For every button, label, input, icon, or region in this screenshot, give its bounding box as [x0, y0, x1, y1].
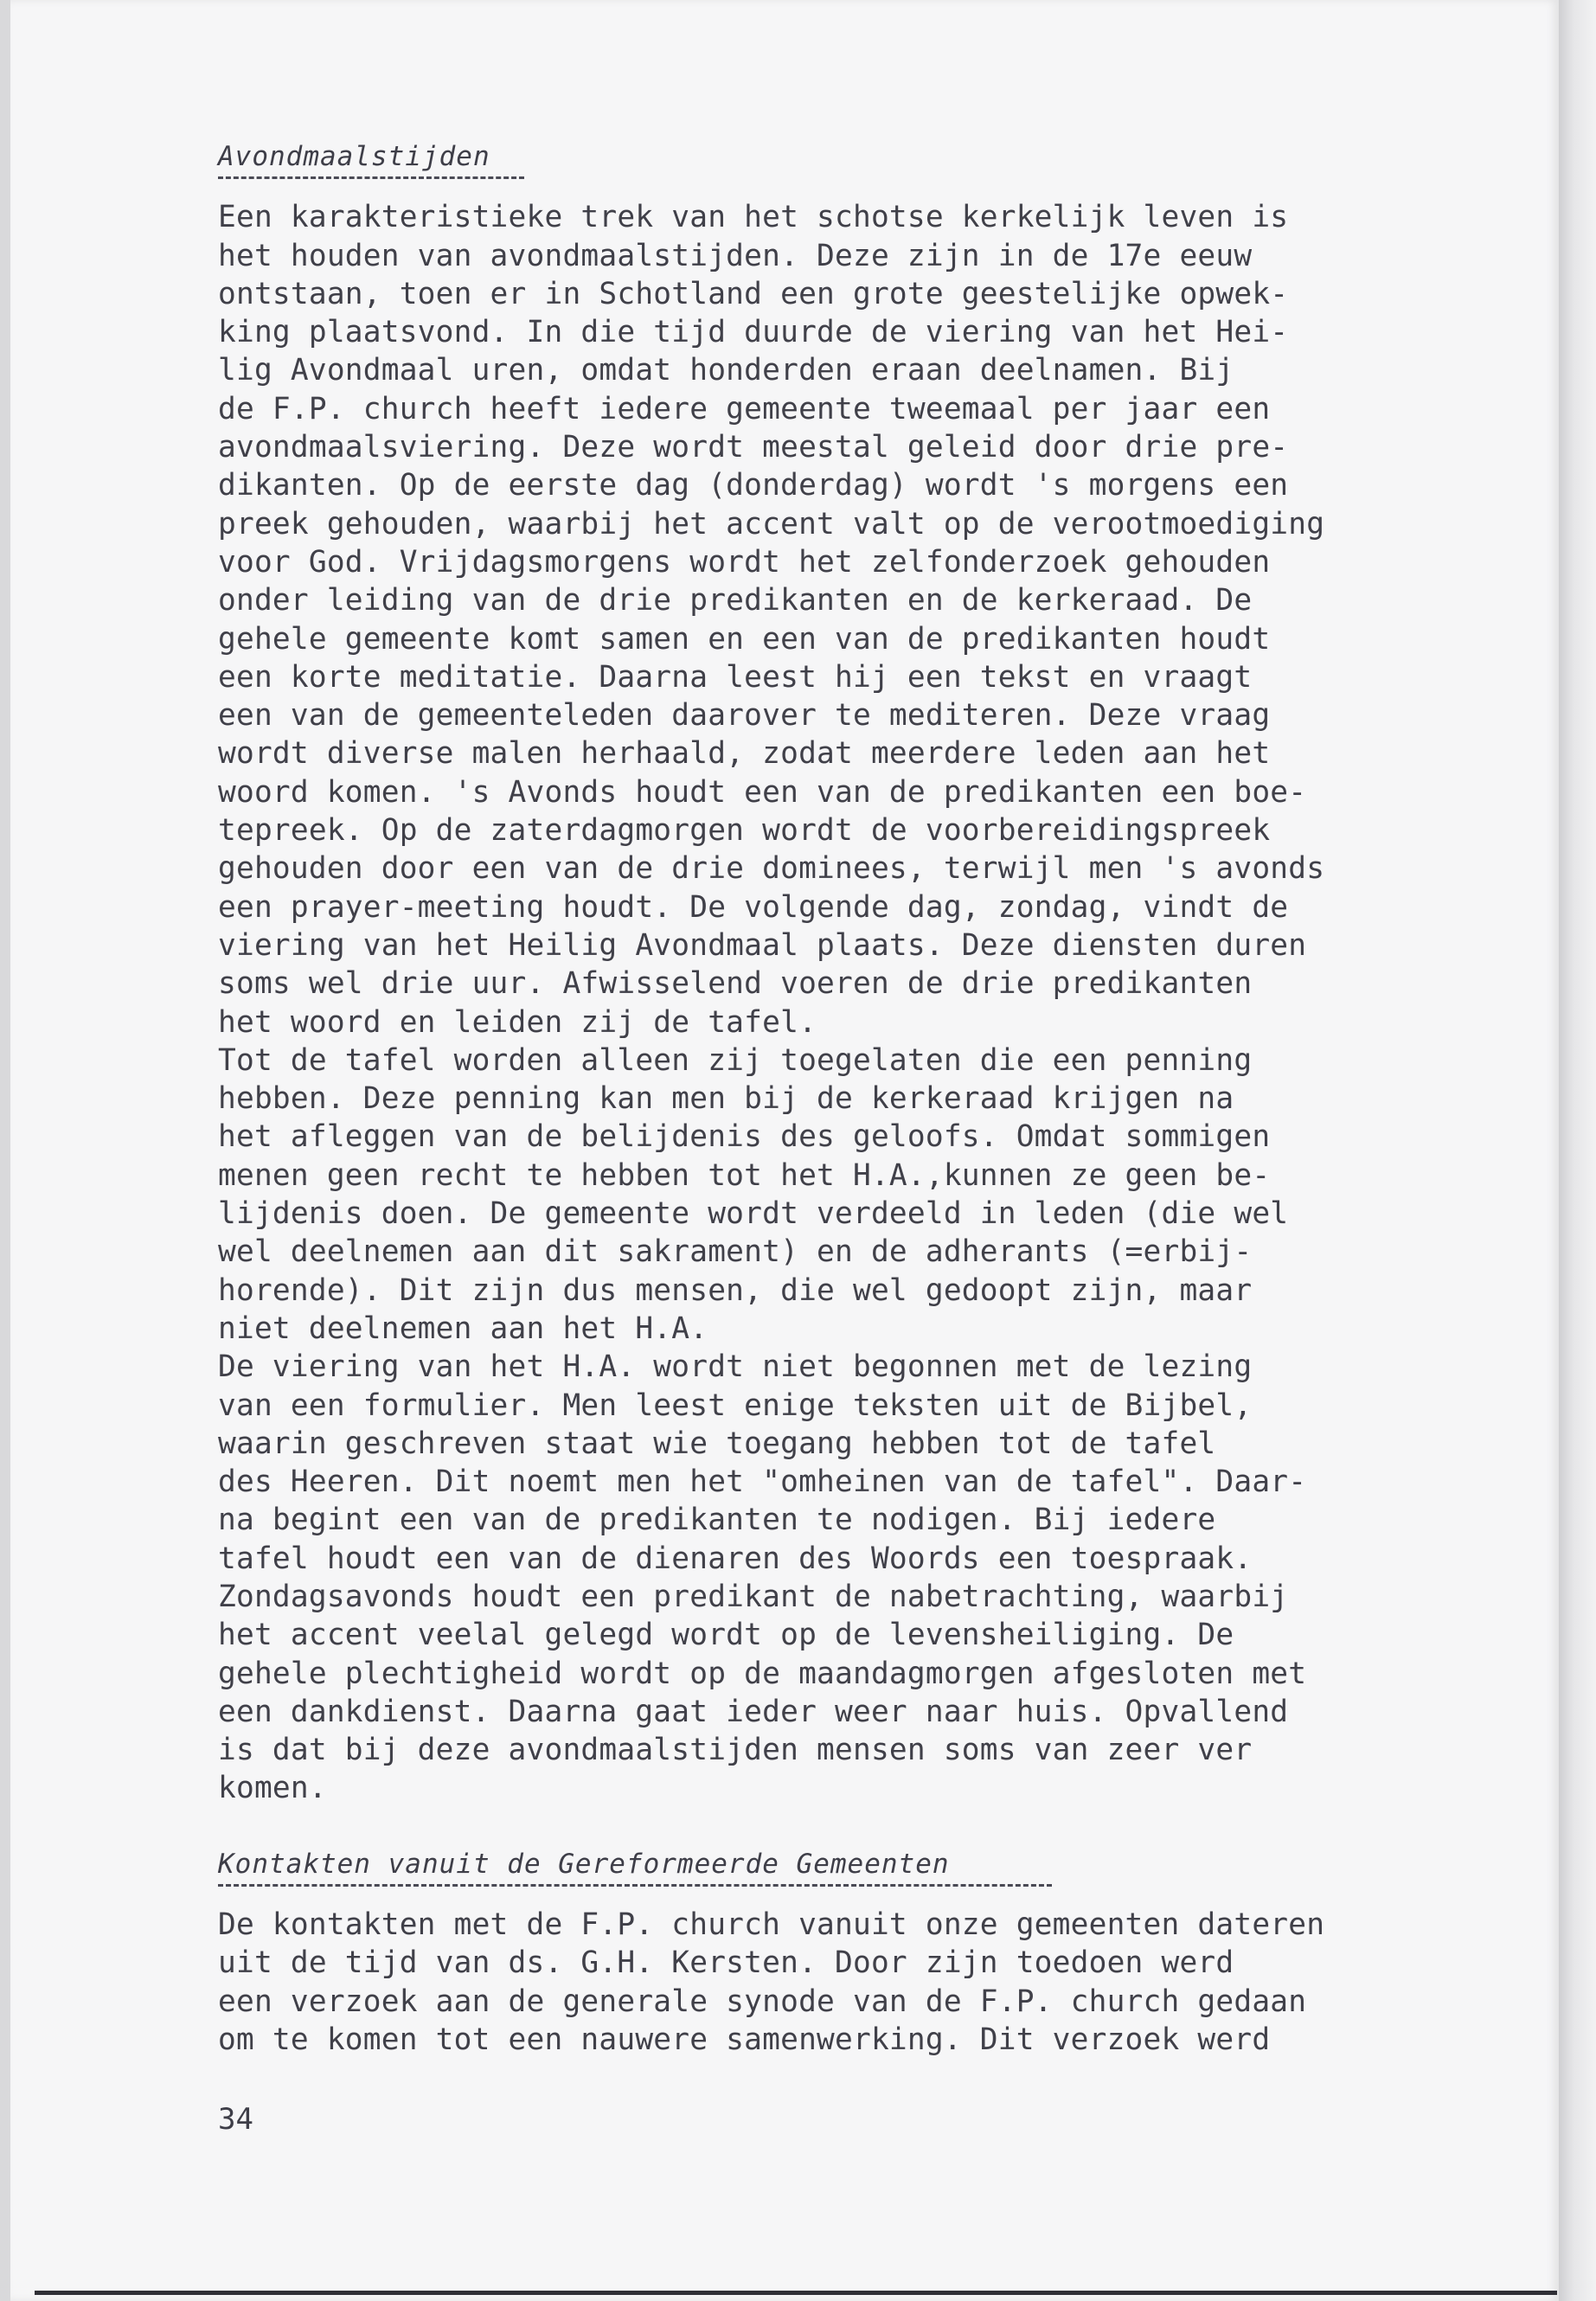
text-line: na begint een van de predikanten te nodigen. Bij iedere	[218, 1503, 1216, 1538]
text-line: tafel houdt een van de dienaren des Woords een toespraak.	[218, 1541, 1253, 1576]
text-line: menen geen recht te hebben tot het H.A.,kunnen ze geen be-	[218, 1157, 1271, 1193]
text-line: Zondagsavonds houdt een predikant de nabetrachting, waarbij	[218, 1579, 1289, 1614]
text-line: wordt diverse malen herhaald, zodat meerdere leden aan het	[218, 736, 1271, 772]
text-line: preek gehouden, waarbij het accent valt op de verootmoediging	[218, 506, 1325, 542]
section-text-kontakten	[218, 1906, 1412, 2059]
text-line: gehele gemeente komt samen en een van de predikanten houdt	[218, 621, 1271, 657]
text-line: niet deelnemen aan het H.A.	[218, 1311, 708, 1346]
section-kontakten	[218, 1844, 1412, 2059]
text-line: viering van het Heilig Avondmaal plaats. Deze diensten duren	[218, 927, 1307, 963]
text-line: uit de tijd van ds. G.H. Kersten. Door zijn toedoen werd	[218, 1945, 1234, 1981]
text-line: lig Avondmaal uren, omdat honderden eraan deelnamen. Bij	[218, 353, 1234, 388]
text-line: de F.P. church heeft iedere gemeente tweemaal per jaar een	[218, 391, 1271, 426]
text-line: De viering van het H.A. wordt niet begonnen met de lezing	[218, 1349, 1253, 1385]
text-line: lijdenis doen. De gemeente wordt verdeeld in leden (die wel	[218, 1196, 1289, 1232]
text-line: het woord en leiden zij de tafel.	[218, 1004, 817, 1040]
text-line: tepreek. Op de zaterdagmorgen wordt de voorbereidingspreek	[218, 813, 1271, 849]
section-heading-avondmaalstijden: Avondmaalstijden	[218, 141, 490, 172]
bottom-border-line	[35, 2291, 1557, 2295]
document-body	[218, 137, 1412, 2059]
text-line: een prayer-meeting houdt. De volgende dag, zondag, vindt de	[218, 889, 1289, 925]
text-line: soms wel drie uur. Afwisselend voeren de drie predikanten	[218, 966, 1253, 1002]
text-line: horende). Dit zijn dus mensen, die wel gedoopt zijn, maar	[218, 1272, 1253, 1308]
section-text-avondmaalstijden	[218, 198, 1412, 1807]
text-line: Tot de tafel worden alleen zij toegelaten die een penning	[218, 1042, 1253, 1078]
text-line: onder leiding van de drie predikanten en de kerkeraad. De	[218, 583, 1253, 619]
text-line: een dankdienst. Daarna gaat ieder weer naar huis. Opvallend	[218, 1694, 1289, 1729]
text-line: avondmaalsviering. Deze wordt meestal geleid door drie pre-	[218, 430, 1289, 465]
text-line: van een formulier. Men leest enige teksten uit de Bijbel,	[218, 1388, 1253, 1423]
text-line: waarin geschreven staat wie toegang hebben tot de tafel	[218, 1426, 1216, 1461]
text-line: gehele plechtigheid wordt op de maandagmorgen afgesloten met	[218, 1656, 1307, 1691]
text-line: een korte meditatie. Daarna leest hij een tekst en vraagt	[218, 659, 1253, 695]
text-line: een verzoek aan de generale synode van de F.P. church gedaan	[218, 1984, 1307, 2019]
text-line: het accent veelal gelegd wordt op de levensheiliging. De	[218, 1618, 1234, 1653]
text-line: het houden van avondmaalstijden. Deze zijn in de 17e eeuw	[218, 238, 1253, 273]
text-line: De kontakten met de F.P. church vanuit onze gemeenten dateren	[218, 1907, 1325, 1943]
text-line: dikanten. Op de eerste dag (donderdag) wordt 's morgens een	[218, 468, 1289, 503]
section-heading-kontakten: Kontakten vanuit de Gereformeerde Gemeenten	[218, 1848, 950, 1880]
heading-underline	[218, 1884, 1052, 1897]
heading-underline	[218, 176, 524, 189]
text-line: is dat bij deze avondmaalstijden mensen soms van zeer ver	[218, 1733, 1253, 1768]
text-line: hebben. Deze penning kan men bij de kerkeraad krijgen na	[218, 1081, 1234, 1117]
text-line: woord komen. 's Avonds houdt een van de predikanten een boe-	[218, 774, 1307, 810]
text-line: voor God. Vrijdagsmorgens wordt het zelfonderzoek gehouden	[218, 544, 1271, 580]
page-edge-shadow	[1559, 0, 1596, 2301]
text-line: ontstaan, toen er in Schotland een grote geestelijke opwek-	[218, 276, 1289, 311]
text-line: een van de gemeenteleden daarover te mediteren. Deze vraag	[218, 698, 1271, 734]
text-line: Een karakteristieke trek van het schotse kerkelijk leven is	[218, 200, 1289, 235]
section-avondmaalstijden	[218, 137, 1412, 1808]
text-line: des Heeren. Dit noemt men het "omheinen van de tafel". Daar-	[218, 1465, 1307, 1500]
text-line: gehouden door een van de drie dominees, terwijl men 's avonds	[218, 851, 1325, 887]
text-line: king plaatsvond. In die tijd duurde de viering van het Hei-	[218, 315, 1289, 350]
text-line: het afleggen van de belijdenis des geloofs. Omdat sommigen	[218, 1119, 1271, 1155]
text-line: komen.	[218, 1771, 327, 1806]
text-line: wel deelnemen aan dit sakrament) en de adherants (=erbij-	[218, 1234, 1253, 1270]
page-number: 34	[218, 2102, 253, 2137]
text-line: om te komen tot een nauwere samenwerking. Dit verzoek werd	[218, 2022, 1271, 2057]
